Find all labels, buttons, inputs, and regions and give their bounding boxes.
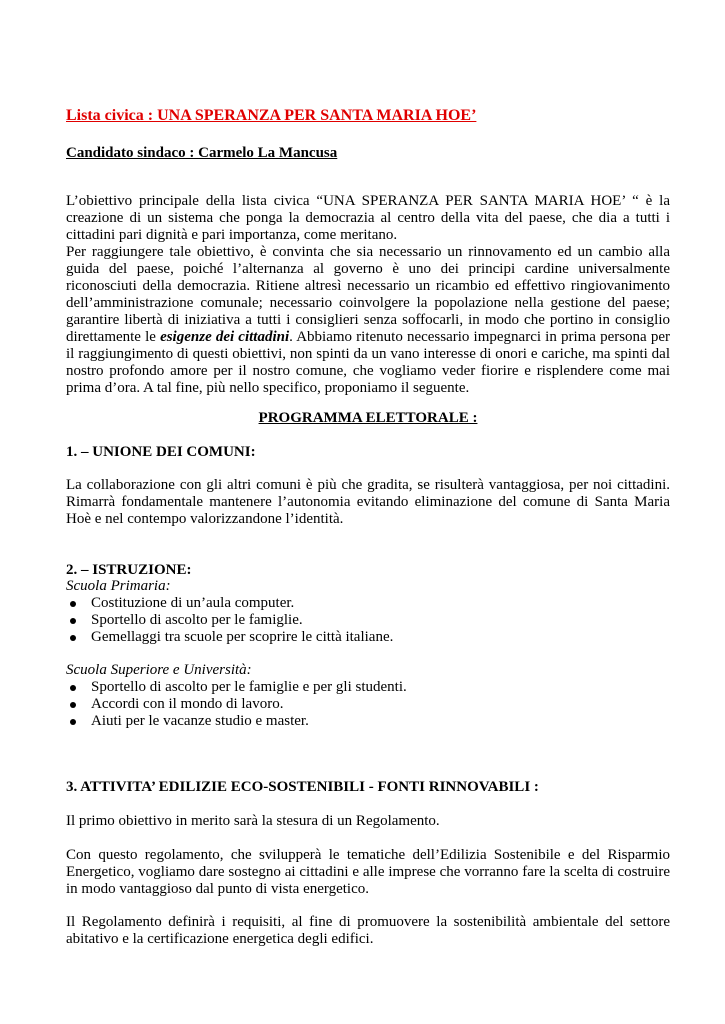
intro-text-after: . Abbiamo ritenuto necessario impegnarci in prima persona per il raggiungimento di questi obiettivi, non spinti da un vano interesse di onori e cariche, ma spinti dal nostro profondo amore per il nostro comune, che vogliamo veder fiorire e risplendere come mai prima d’ora. A tal fine, più nello specifico, proponiamo il seguente. [66,329,670,396]
section-3-paragraph-3: Il Regolamento definirà i requisiti, al fine di promuovere la sostenibilità ambientale del settore abitativo e la certificazione energetica degli edifici. [66,914,670,947]
list-item [66,696,407,713]
primary-school-label: Scuola Primaria: [66,578,171,594]
list-item-text: Aiuti per le vacanze studio e master. [91,713,309,729]
intro-emphasis: esigenze dei cittadini [160,329,290,345]
list-item [66,612,393,629]
section-1-heading: 1. – UNIONE DEI COMUNI: [66,444,256,460]
bullet-icon [70,685,76,691]
mayor-candidate: Candidato sindaco : Carmelo La Mancusa [66,145,338,161]
list-item [66,713,407,730]
intro-text-before: Per raggiungere tale obiettivo, è convinta che sia necessario un rinnovamento ed un cambio alla guida del paese, poiché l’alternanza al governo è uno dei principi cardine universalmente riconosciuti della democrazia. Ritiene altresì necessario un ricambio ed effettivo ringiovanimento dell’amministrazione comunale; necessario coinvolgere la popolazione nella gestione del paese; garantire libertà di iniziativa a tutti i consiglieri senza soffocarli, in modo che portino in consiglio direttamente le [66,244,670,345]
section-2-heading: 2. – ISTRUZIONE: [66,562,192,578]
section-3-heading: 3. ATTIVITA’ EDILIZIE ECO-SOSTENIBILI - FONTI RINNOVABILI : [66,779,539,795]
intro-paragraph-2 [66,244,670,397]
list-item-text: Costituzione di un’aula computer. [91,595,295,611]
section-1-text: La collaborazione con gli altri comuni è più che gradita, se risulterà vantaggiosa, per noi cittadini. Rimarrà fondamentale mantenere l’autonomia evitando eliminazione del comune di Santa Maria Hoè e nel contempo valorizzandone l’identità. [66,477,670,527]
list-title: Lista civica : UNA SPERANZA PER SANTA MARIA HOE’ [66,107,477,124]
bullet-icon [70,601,76,607]
secondary-school-list [66,679,407,730]
list-item-text: Accordi con il mondo di lavoro. [91,696,284,712]
intro-section [66,193,670,397]
section-3-paragraph-1: Il primo obiettivo in merito sarà la stesura di un Regolamento. [66,813,440,829]
bullet-icon [70,618,76,624]
list-item-text: Gemellaggi tra scuole per scoprire le città italiane. [91,629,394,645]
section-3-paragraph-2: Con questo regolamento, che svilupperà le tematiche dell’Edilizia Sostenibile e del Risparmio Energetico, vogliamo dare sostegno ai cittadini e alle imprese che vorranno fare la scelta di costruire in modo vantaggioso dal punto di vista energetico. [66,847,670,897]
list-item [66,679,407,696]
bullet-icon [70,719,76,725]
primary-school-list [66,595,393,646]
secondary-school-label: Scuola Superiore e Università: [66,662,252,678]
list-item-text: Sportello di ascolto per le famiglie. [91,612,303,628]
list-item [66,595,393,612]
program-heading: PROGRAMMA ELETTORALE : [258,410,478,426]
list-item [66,629,393,646]
list-item-text: Sportello di ascolto per le famiglie e per gli studenti. [91,679,407,695]
intro-paragraph-1: L’obiettivo principale della lista civica “UNA SPERANZA PER SANTA MARIA HOE’ “ è la creazione di un sistema che ponga la democrazia al centro della vita del paese, che dia a tutti i cittadini pari dignità e pari importanza, come meritano. [66,193,670,243]
bullet-icon [70,635,76,641]
bullet-icon [70,702,76,708]
